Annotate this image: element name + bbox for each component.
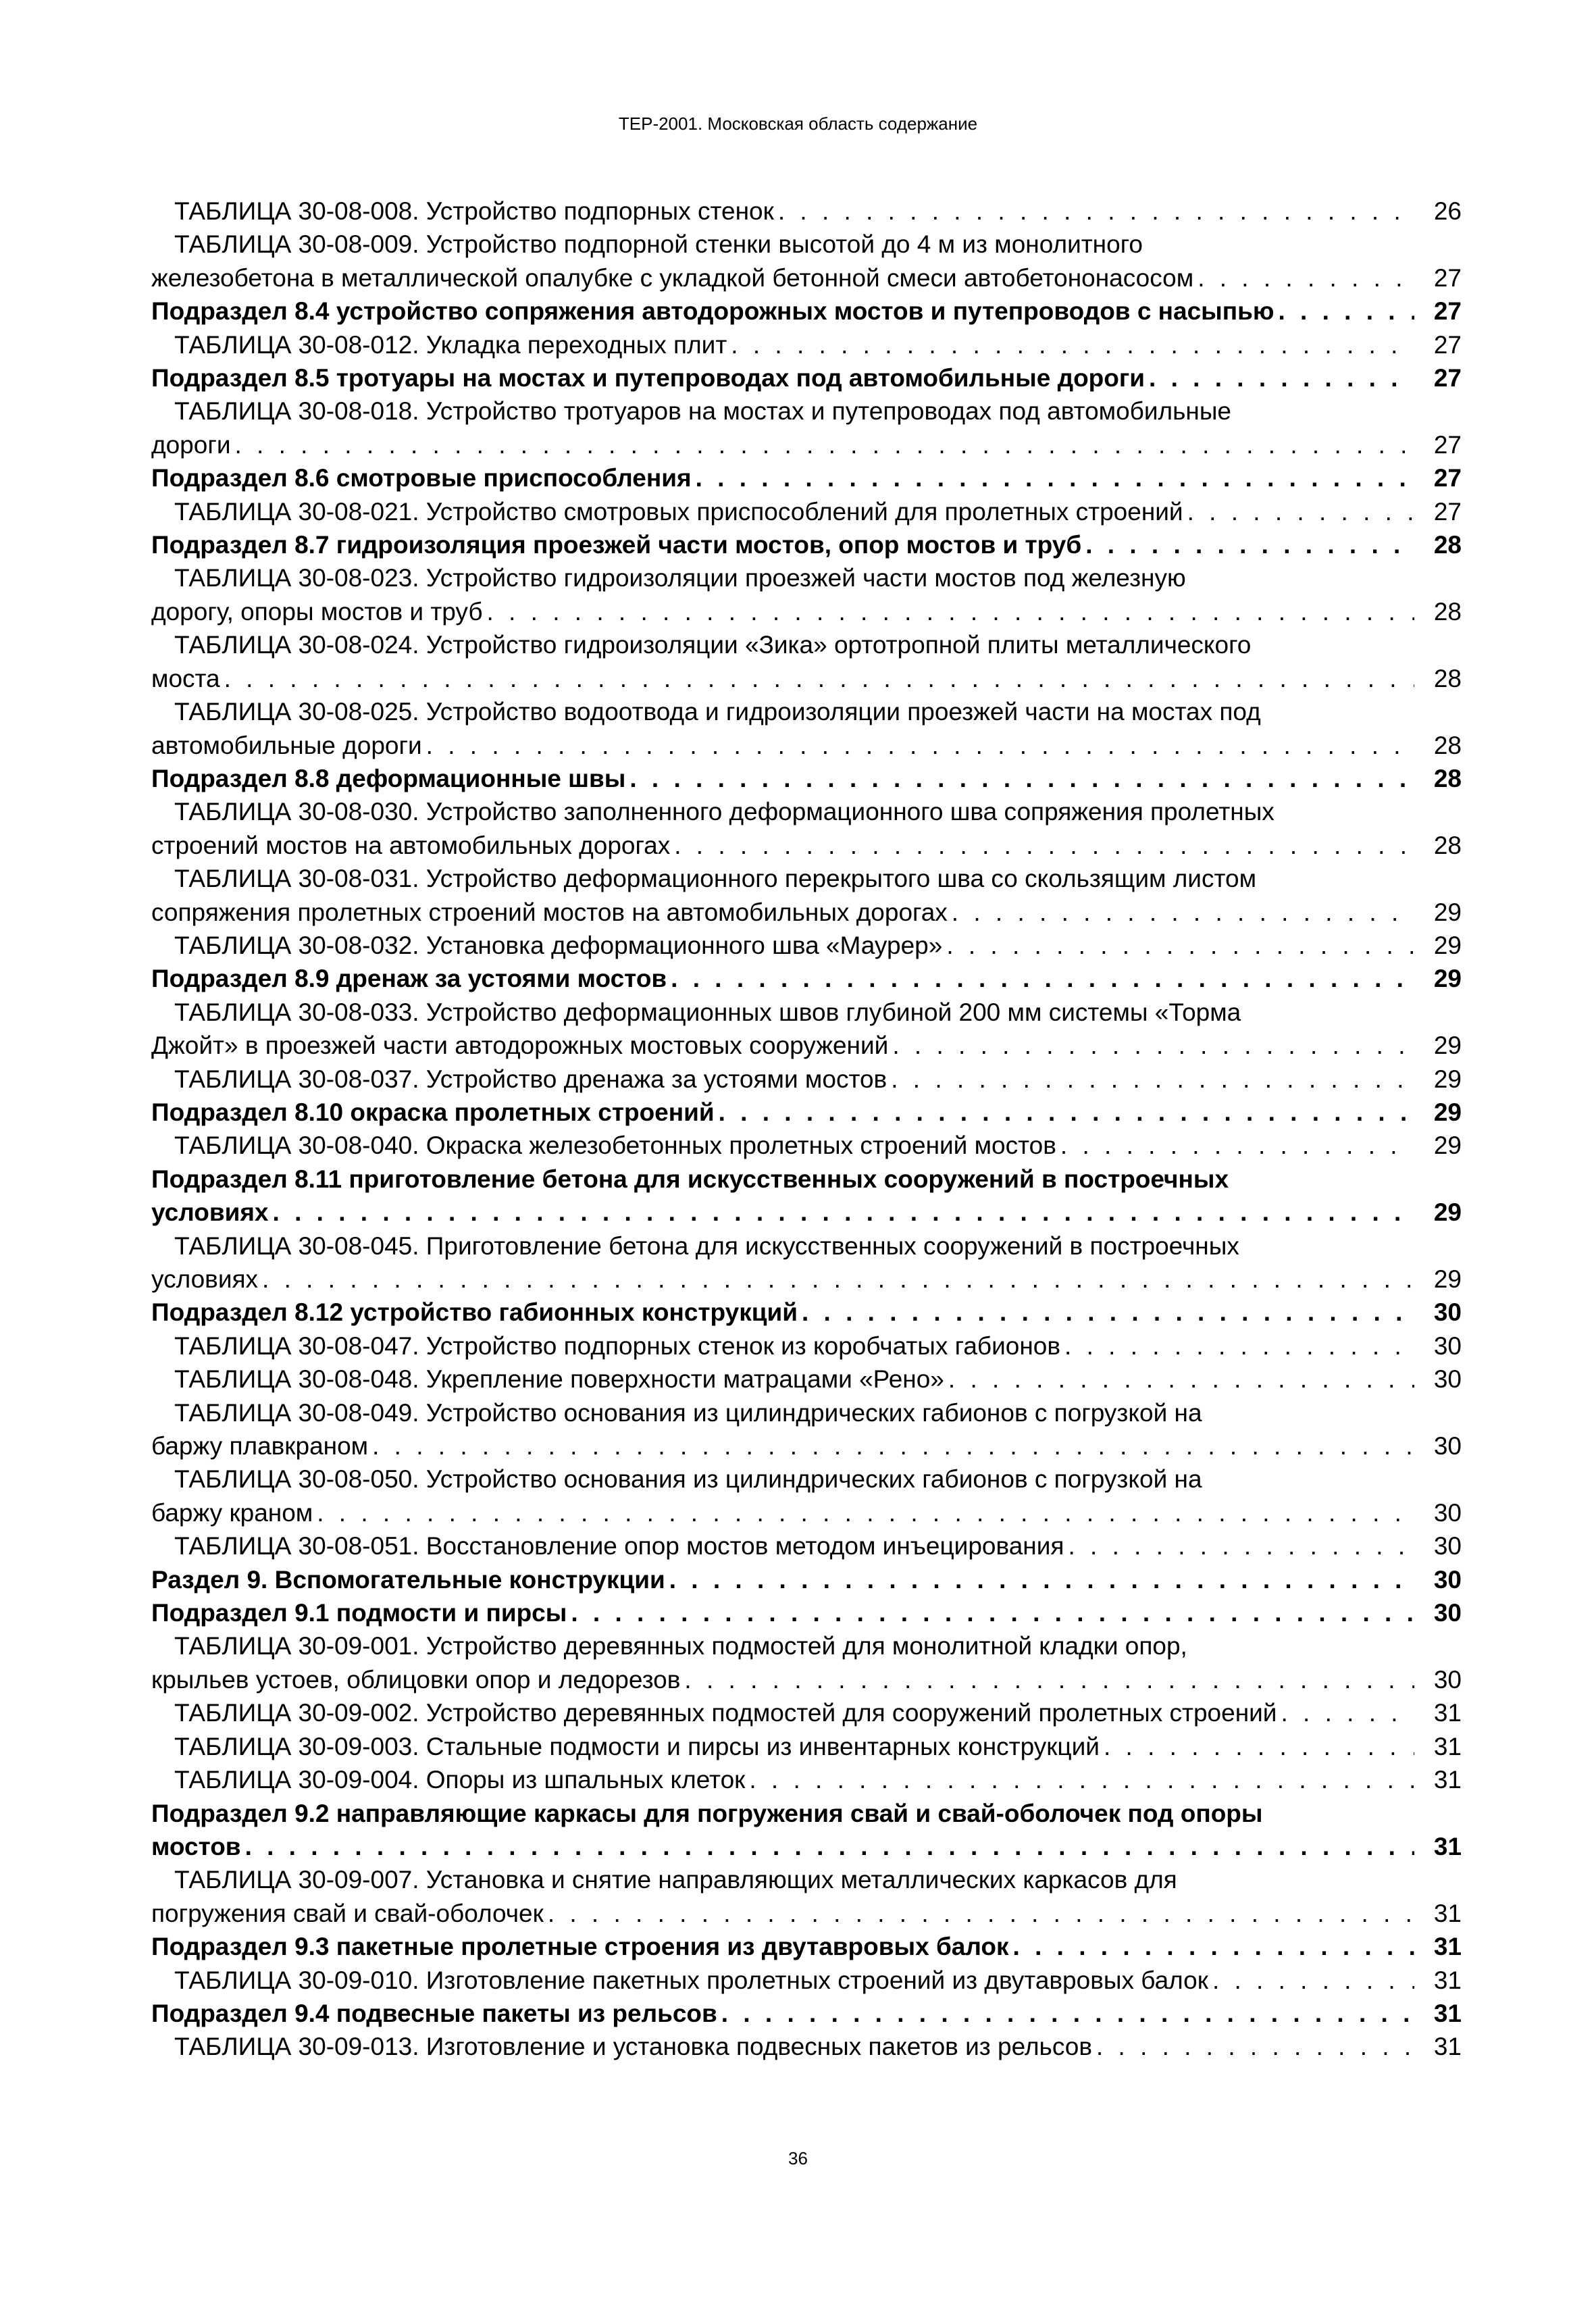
dot-leader [1096, 2030, 1414, 2063]
dot-leader [674, 829, 1414, 862]
toc-section-entry[interactable] [151, 1163, 1462, 1229]
toc-page-number: 28 [1433, 597, 1462, 626]
dot-leader [891, 1063, 1414, 1096]
dot-leader [749, 1763, 1414, 1796]
toc-entry-text: ТАБЛИЦА 30-08-024. Устройство гидроизоляции «Зика» ортотропной плиты металлического [174, 631, 1252, 659]
toc-table-entry[interactable] [151, 695, 1462, 762]
toc-page-number: 31 [1433, 1832, 1462, 1860]
toc-entry-text: моста [151, 664, 220, 692]
toc-table-entry[interactable] [151, 1696, 1462, 1729]
toc-entry-text: баржу плавкраном [151, 1432, 369, 1460]
dot-leader [629, 762, 1414, 795]
toc-entry-text: мостов [151, 1832, 241, 1860]
dot-leader [1060, 1129, 1414, 1162]
toc-entry-text: Подраздел 9.2 направляющие каркасы для погружения свай и свай-оболочек под опоры [151, 1799, 1263, 1827]
toc-table-entry[interactable] [151, 996, 1462, 1063]
toc-table-entry[interactable] [151, 862, 1462, 929]
toc-table-entry[interactable] [151, 929, 1462, 962]
toc-entry-text: Подраздел 8.11 приготовление бетона для искусственных сооружений в построечных [151, 1165, 1229, 1193]
table-of-contents [151, 195, 1462, 2064]
toc-entry-text: ТАБЛИЦА 30-09-004. Опоры из шпальных клеток [174, 1766, 746, 1794]
toc-entry-text: Подраздел 8.6 смотровые приспособления [151, 464, 692, 492]
toc-entry-text: ТАБЛИЦА 30-08-030. Устройство заполненного деформационного шва сопряжения пролетных [174, 798, 1275, 826]
toc-table-entry[interactable] [151, 561, 1462, 628]
toc-page-number: 30 [1433, 1665, 1462, 1694]
toc-section-entry[interactable] [151, 1296, 1462, 1329]
toc-page-number: 31 [1433, 1699, 1462, 1727]
dot-leader [669, 1563, 1414, 1596]
toc-table-entry[interactable] [151, 1863, 1462, 1930]
dot-leader [487, 595, 1414, 628]
toc-entry-text: Подраздел 8.8 деформационные швы [151, 764, 626, 792]
toc-entry-text: ТАБЛИЦА 30-08-037. Устройство дренажа за устоями мостов [174, 1065, 887, 1093]
toc-entry-text: условиях [151, 1198, 269, 1227]
toc-section-entry[interactable] [151, 1997, 1462, 2030]
toc-entry-text: Раздел 9. Вспомогательные конструкции [151, 1565, 665, 1594]
toc-section-entry[interactable] [151, 1596, 1462, 1629]
toc-entry-text: ТАБЛИЦА 30-09-007. Установка и снятие направляющих металлических каркасов для [174, 1866, 1177, 1894]
dot-leader [1278, 295, 1414, 328]
toc-entry-text: ТАБЛИЦА 30-08-021. Устройство смотровых приспособлений для пролетных строений [174, 497, 1183, 526]
toc-entry-text: ТАБЛИЦА 30-08-008. Устройство подпорных стенок [174, 197, 774, 225]
toc-entry-text: ТАБЛИЦА 30-08-012. Укладка переходных плит [174, 330, 727, 359]
toc-entry-text: железобетона в металлической опалубке с укладкой бетонной смеси автобетононасосом [151, 263, 1194, 292]
toc-table-entry[interactable] [151, 1229, 1462, 1296]
toc-entry-text: ТАБЛИЦА 30-08-031. Устройство деформационного перекрытого шва со скользящим листом [174, 865, 1257, 893]
toc-section-entry[interactable] [151, 461, 1462, 494]
toc-page-number: 30 [1433, 1365, 1462, 1394]
toc-entry-text: погружения свай и свай-оболочек [151, 1899, 544, 1927]
toc-page-number: 28 [1433, 664, 1462, 692]
toc-section-entry[interactable] [151, 295, 1462, 328]
toc-entry-text: ТАБЛИЦА 30-08-047. Устройство подпорных стенок из коробчатых габионов [174, 1331, 1061, 1360]
dot-leader [1212, 1964, 1414, 1997]
toc-table-entry[interactable] [151, 395, 1462, 461]
toc-page-number: 31 [1433, 1999, 1462, 2027]
toc-entry-text: Подраздел 8.7 гидроизоляция проезжей части мостов, опор мостов и труб [151, 531, 1082, 559]
toc-table-entry[interactable] [151, 1463, 1462, 1529]
toc-entry-text: ТАБЛИЦА 30-09-010. Изготовление пакетных пролетных строений из двутавровых балок [174, 1966, 1208, 1994]
toc-entry-text: ТАБЛИЦА 30-08-018. Устройство тротуаров на мостах и путепроводах под автомобильные [174, 397, 1232, 426]
toc-table-entry[interactable] [151, 795, 1462, 862]
toc-page-number: 27 [1433, 497, 1462, 526]
toc-entry-text: условиях [151, 1265, 259, 1293]
dot-leader [1064, 1329, 1414, 1363]
toc-table-entry[interactable] [151, 328, 1462, 361]
toc-page-number: 28 [1433, 764, 1462, 792]
toc-entry-text: ТАБЛИЦА 30-09-002. Устройство деревянных подмостей для сооружений пролетных строений [174, 1699, 1277, 1727]
toc-entry-text: Подраздел 9.3 пакетные пролетные строения из двутавровых балок [151, 1933, 1009, 1961]
dot-leader [719, 1096, 1414, 1129]
toc-entry-text: Подраздел 8.12 устройство габионных конструкций [151, 1298, 798, 1327]
dot-leader [1104, 1730, 1414, 1763]
running-header: ТЕР-2001. Московская область содержание [618, 113, 978, 134]
toc-table-entry[interactable] [151, 1363, 1462, 1396]
toc-page-number: 31 [1433, 1732, 1462, 1760]
dot-leader [224, 662, 1414, 695]
toc-entry-text: Подраздел 8.10 окраска пролетных строений [151, 1098, 715, 1126]
toc-section-entry[interactable] [151, 528, 1462, 561]
toc-page-number: 29 [1433, 1065, 1462, 1093]
toc-table-entry[interactable] [151, 195, 1462, 228]
dot-leader [273, 1196, 1414, 1229]
toc-page-number: 31 [1433, 1899, 1462, 1927]
toc-entry-text: автомобильные дороги [151, 731, 422, 759]
toc-page-number: 29 [1433, 965, 1462, 993]
toc-entry-text: Подраздел 9.4 подвесные пакеты из рельсов [151, 1999, 717, 2027]
toc-page-number: 31 [1433, 1966, 1462, 1994]
toc-entry-text: строений мостов на автомобильных дорогах [151, 831, 671, 859]
toc-page-number: 30 [1433, 1599, 1462, 1627]
toc-entry-text: ТАБЛИЦА 30-08-051. Восстановление опор мостов методом инъецирования [174, 1532, 1064, 1560]
toc-entry-text: дорогу, опоры мостов и труб [151, 597, 483, 626]
dot-leader [1068, 1529, 1414, 1562]
toc-entry-text: ТАБЛИЦА 30-08-033. Устройство деформационных швов глубиной 200 мм системы «Торма [174, 998, 1241, 1026]
dot-leader [235, 428, 1415, 461]
toc-table-entry[interactable] [151, 1129, 1462, 1162]
toc-page-number: 29 [1433, 931, 1462, 959]
dot-leader [946, 929, 1414, 962]
toc-table-entry[interactable] [151, 495, 1462, 528]
toc-entry-text: Подраздел 8.9 дренаж за устоями мостов [151, 965, 667, 993]
toc-page-number: 27 [1433, 430, 1462, 459]
dot-leader [684, 1663, 1414, 1696]
dot-leader [952, 896, 1414, 929]
toc-entry-text: сопряжения пролетных строений мостов на автомобильных дорогах [151, 898, 948, 926]
toc-page-number: 28 [1433, 531, 1462, 559]
toc-page-number: 29 [1433, 1198, 1462, 1227]
toc-entry-text: крыльев устоев, облицовки опор и ледорезов [151, 1665, 681, 1694]
toc-page-number: 30 [1433, 1532, 1462, 1560]
dot-leader [372, 1429, 1414, 1463]
toc-entry-text: ТАБЛИЦА 30-09-003. Стальные подмости и пирсы из инвентарных конструкций [174, 1732, 1100, 1760]
toc-entry-text: Подраздел 8.4 устройство сопряжения автодорожных мостов и путепроводов с насыпью [151, 297, 1275, 326]
dot-leader [696, 461, 1414, 494]
toc-section-entry[interactable] [151, 1797, 1462, 1864]
dot-leader [892, 1029, 1414, 1062]
toc-table-entry[interactable] [151, 1529, 1462, 1562]
dot-leader [426, 729, 1414, 762]
dot-leader [1198, 261, 1414, 295]
toc-page-number: 27 [1433, 263, 1462, 292]
dot-leader [571, 1596, 1414, 1629]
toc-table-entry[interactable] [151, 1396, 1462, 1463]
dot-leader [721, 1997, 1414, 2030]
toc-page-number: 30 [1433, 1432, 1462, 1460]
toc-entry-text: ТАБЛИЦА 30-08-045. Приготовление бетона для искусственных сооружений в построечных [174, 1231, 1239, 1260]
toc-page-number: 26 [1433, 197, 1462, 225]
toc-entry-text: Подраздел 8.5 тротуары на мостах и путепроводах под автомобильные дороги [151, 364, 1145, 392]
toc-page-number: 29 [1433, 1265, 1462, 1293]
toc-entry-text: ТАБЛИЦА 30-08-040. Окраска железобетонных пролетных строений мостов [174, 1132, 1056, 1160]
toc-page-number: 27 [1433, 364, 1462, 392]
toc-table-entry[interactable] [151, 1730, 1462, 1763]
dot-leader [1281, 1696, 1414, 1729]
page-number: 36 [788, 2148, 808, 2168]
toc-page-number: 28 [1433, 731, 1462, 759]
dot-leader [262, 1263, 1414, 1296]
toc-entry-text: Джойт» в проезжей части автодорожных мостовых сооружений [151, 1032, 889, 1060]
dot-leader [671, 962, 1414, 995]
toc-table-entry[interactable] [151, 628, 1462, 695]
dot-leader [317, 1496, 1414, 1529]
toc-table-entry[interactable] [151, 1629, 1462, 1696]
toc-section-entry[interactable] [151, 762, 1462, 795]
toc-entry-text: дороги [151, 430, 231, 459]
toc-page-number: 30 [1433, 1565, 1462, 1594]
toc-page-number: 30 [1433, 1498, 1462, 1527]
toc-entry-text: Подраздел 9.1 подмости и пирсы [151, 1599, 567, 1627]
dot-leader [245, 1830, 1414, 1863]
toc-page-number: 28 [1433, 831, 1462, 859]
toc-page-number: 31 [1433, 1766, 1462, 1794]
toc-section-entry[interactable] [151, 962, 1462, 995]
dot-leader [1149, 361, 1414, 395]
toc-entry-text: ТАБЛИЦА 30-09-013. Изготовление и установка подвесных пакетов из рельсов [174, 2033, 1092, 2061]
toc-page-number: 30 [1433, 1331, 1462, 1360]
toc-entry-text: ТАБЛИЦА 30-08-048. Укрепление поверхности матрацами «Рено» [174, 1365, 944, 1394]
toc-table-entry[interactable] [151, 2030, 1462, 2063]
toc-section-entry[interactable] [151, 1563, 1462, 1596]
toc-entry-text: ТАБЛИЦА 30-08-025. Устройство водоотвода и гидроизоляции проезжей части на мостах под [174, 698, 1261, 726]
toc-section-entry[interactable] [151, 361, 1462, 395]
dot-leader [802, 1296, 1414, 1329]
toc-page-number: 30 [1433, 1298, 1462, 1327]
toc-entry-text: баржу краном [151, 1498, 313, 1527]
toc-page-number: 31 [1433, 2033, 1462, 2061]
toc-page-number: 29 [1433, 1032, 1462, 1060]
toc-section-entry[interactable] [151, 1930, 1462, 1963]
toc-entry-text: ТАБЛИЦА 30-08-050. Устройство основания из цилиндрических габионов с погрузкой на [174, 1465, 1202, 1494]
dot-leader [1013, 1930, 1414, 1963]
toc-entry-text: ТАБЛИЦА 30-09-001. Устройство деревянных подмостей для монолитной кладки опор, [174, 1632, 1187, 1660]
toc-table-entry[interactable] [151, 1763, 1462, 1796]
dot-leader [731, 328, 1414, 361]
toc-page-number: 31 [1433, 1933, 1462, 1961]
dot-leader [548, 1897, 1414, 1930]
toc-page-number: 29 [1433, 898, 1462, 926]
toc-section-entry[interactable] [151, 1096, 1462, 1129]
toc-entry-text: ТАБЛИЦА 30-08-032. Установка деформационного шва «Маурер» [174, 931, 943, 959]
toc-entry-text: ТАБЛИЦА 30-08-049. Устройство основания из цилиндрических габионов с погрузкой на [174, 1398, 1202, 1427]
toc-page-number: 29 [1433, 1132, 1462, 1160]
dot-leader [948, 1363, 1414, 1396]
toc-entry-text: ТАБЛИЦА 30-08-009. Устройство подпорной стенки высотой до 4 м из монолитного [174, 230, 1143, 259]
dot-leader [1085, 528, 1414, 561]
toc-page-number: 27 [1433, 330, 1462, 359]
toc-page-number: 27 [1433, 297, 1462, 326]
toc-table-entry[interactable] [151, 1964, 1462, 1997]
toc-page-number: 27 [1433, 464, 1462, 492]
toc-page-number: 29 [1433, 1098, 1462, 1126]
toc-entry-text: ТАБЛИЦА 30-08-023. Устройство гидроизоляции проезжей части мостов под железную [174, 564, 1186, 592]
toc-table-entry[interactable] [151, 1329, 1462, 1363]
toc-table-entry[interactable] [151, 1063, 1462, 1096]
dot-leader [1187, 495, 1414, 528]
toc-table-entry[interactable] [151, 228, 1462, 295]
dot-leader [778, 195, 1414, 228]
